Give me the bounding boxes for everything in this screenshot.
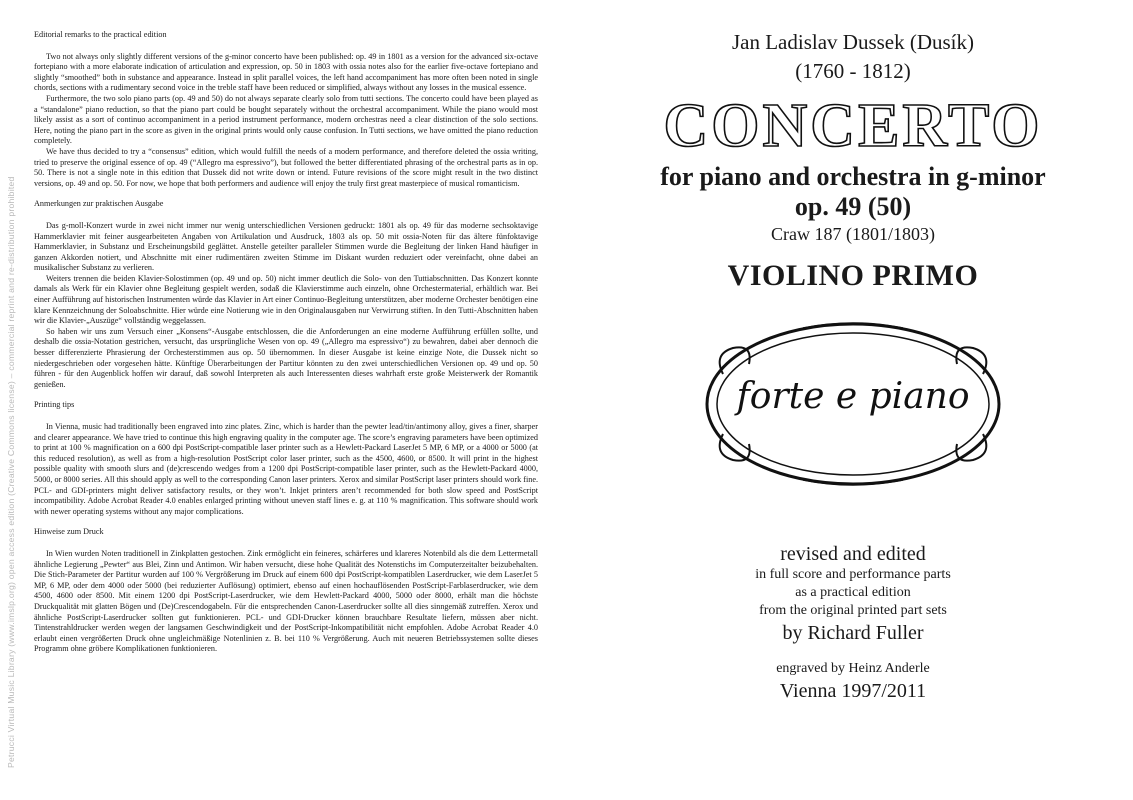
- paragraph: Furthermore, the two solo piano parts (op. 49 and 50) do not always separate clearly solo from tutti sections. The concerto could have been played as a “standalone” piano reduction, so that the piano part could be bought separately without the orchestral accompaniment. While the piano would most likely assist as a sort of continuo accompaniment in a period instrument performance, modern orchestras need a clear distinction of the solo sections. Here, noting the piano part in the score as given in the original prints would only cause confusion. In Tutti sections, we have omitted the piano reduction completely.: [34, 93, 538, 146]
- section-heading: Printing tips: [34, 400, 75, 410]
- opus-number: op. 49 (50): [794, 192, 912, 221]
- paragraph: In Vienna, music had traditionally been engraved into zinc plates. Zinc, which is harder than the pewter lead/tin/antimony alloy, gives a finer, sharper and clearer appearance. We have tried to continue this high engraving quality in the computer age. The score’s engraving parameters have been optimized to print at 100 % magnification on a 600 dpi PostScript-compatible laser printer such as a Hewlett-Packard LaserJet 5 MP, 6 MP, or a 4000 or 5000 (at this reduced resolution), as well as from a high-resolution PostScript color laser printer, such as the 4500, 4600, or 8500. It will print in the highest possible quality with smooth slurs and (de)crescendo wedges from a 1200 dpi PostScript-compatible laser printer, such as the Hewlett-Packard 4000, 5000, or 8000 series. All this should apply as well to the corresponding Canon laser printers. Xerox and similar PostScript laser printers should work fine. PCL- and GDI-printers might deliver satisfactory results, or they won’t. Inkjet printers aren’t recommended for both slow speed and PostScript incompatibility. Adobe Acrobat Reader 4.0 enables enlarged printing without uneven staff lines e. g. at 110 % magnification. This software should work with newer operating systems without any major complications.: [34, 422, 538, 516]
- logo-text: forte e piano: [736, 376, 970, 417]
- work-subtitle: for piano and orchestra in g-minor: [660, 162, 1046, 191]
- section-heading: Anmerkungen zur praktischen Ausgabe: [34, 199, 164, 209]
- paragraph: We have thus decided to try a “consensus” edition, which would fulfill the needs of a modern performance, and therefore deleted the ossia writing, tried to preserve the original essence of op. 49 (“Allegro ma espressivo”), but followed the better differentiated phrasing of the orchestral parts as in op. 50. There is not a single note in this edition that Dussek did not write down or intend. Future revisions of the score might result in the two distinct versions, op. 49 and op. 50. For now, we hope that both performers and audience will enjoy the truly first great masterpiece of musical romanticism.: [34, 146, 538, 188]
- section-heading: Editorial remarks to the practical edition: [34, 30, 167, 39]
- edition-line: from the original printed part sets: [759, 603, 947, 618]
- section-printing-en: [34, 400, 538, 517]
- place-and-year: Vienna 1997/2011: [779, 680, 927, 702]
- paragraph: In Wien wurden Noten traditionell in Zinkplatten gestochen. Zink ermöglicht ein feineres, schärferes und klareres Notenbild als die dem Lettermetall ähnliche Legierung „Pewter“ aus Blei, Zinn und Antimon. Wir haben versucht, diese hohe Qualität des Notenstichs im Computerzeitalter beizubehalten. Die Stich-Parameter der Partitur wurden auf 100 % Vergrößerung im Druck auf einem 600 dpi PostScript-kompatiblen Laserdrucker, wie dem LaserJet 5 MP, 6 MP, oder dem 4000 oder 5000 (bei reduzierter Auflösung) optimiert, ebenso auf einen hochauflösenden PostScript-Farblaserdrucker, wie dem 4500, 4600 oder 8500. Mit einem 1200 dpi PostScript-Laserdrucker, wie dem Hewlett-Packard 4000, 5000 oder 8000, erhält man die höchste Druckqualität mit glatten Bögen und (De)Crescendogabeln. Für die entsprechenden Canon-Laserdrucker sollte all dies sinngemäß zutreffen. Xerox und ähnliche PostScript-Laserdrucker sollten gut funktionieren. PCL- und GDI-Drucker können brauchbare Resultate liefern, müssen aber nicht. Tintenstrahldrucker werden wegen der langsamen Geschwindigkeit und der PostScript-Inkompatibilität nicht empfohlen. Adobe Acrobat Reader 4.0 erlaubt einen vergrößerten Druck ohne ungleichmäßige Notenlinien z. B. bei 110 % Vergrößerung. Auch mit neueren Betriebssystemen sollte dieses Programm ohne gröbere Komplikationen funktionieren.: [34, 548, 538, 654]
- paragraph: Weiters trennen die beiden Klavier-Solostimmen (op. 49 und op. 50) nicht immer deutlich die Solo- von den Tuttiabschnitten. Das Konzert konnte damals als Werk für ein Klavier ohne Begleitung gespielt werden, sodaß die Klavierstimme auch einzeln, ohne Orchestermaterial, erhältlich war. Bei einer Aufführung auf historischen Instrumenten würde das Klavier in Art einer Continuo-Begleitung unterstützen, aber moderne Orchester benötigen eine klare Kennzeichnung der Soloabschnitte. Hier würde eine Notierung wie in den Originalausgaben nur Verwirrung stiften. In den Tutti-Abschnitten haben wir die Klavier-„Auszüge“ vollständig weggelassen.: [34, 273, 538, 326]
- edition-line: as a practical edition: [795, 585, 911, 600]
- paragraph: Das g-moll-Konzert wurde in zwei nicht immer nur wenig unterschiedlichen Versionen gedruckt: 1801 als op. 49 für das moderne sechsoktavige Hammerklavier mit feiner ausgearbeiteten Angaben von Artikulation und Ausdruck, 1803 als op. 50 mit ossia-Noten für das ältere fünfoktavige Hammerklavier, in Substanz und Erscheinungsbild geglättet. Anstelle geteilter paralleler Stimmen wurde die Begleitung der linken Hand häufiger in ganzen Akkorden notiert, und Abschnitte mit einer rudimentären zweiten Stimme im Diskant wurden reduziert oder vereinfacht, ohne dabei an musikalischer Substanz zu verlieren.: [34, 220, 538, 273]
- revised-edited: revised and edited: [780, 543, 926, 565]
- section-editorial-de: [34, 199, 538, 390]
- editorial-column: [34, 30, 538, 665]
- watermark-text: Petrucci Virtual Music Library (www.imslp.org) open access edition (Creative Commons license) – commercial reprint and re-distribution prohibited: [6, 176, 16, 768]
- work-title: CONCERTO: [663, 92, 1043, 160]
- composer-dates: (1760 - 1812): [795, 59, 911, 83]
- publisher-logo: [603, 314, 1103, 494]
- edition-line: in full score and performance parts: [755, 567, 951, 582]
- instrument-part: VIOLINO PRIMO: [727, 259, 979, 292]
- editor-name: by Richard Fuller: [782, 622, 924, 644]
- paragraph: Two not always only slightly different versions of the g-minor concerto have been published: op. 49 in 1801 as a version for the advanced six-octave fortepiano with a more elaborate indication of articulation and expression, op. 50 in 1803 with ossia notes also for the earlier five-octave fortepiano and slightly “smoothed” both in substance and appearance. Instead in split parallel voices, the left hand accompaniment has more often been noted in single chords, sections with a rudimentary second voice in the treble staff have been reduced or simplified, always without any losses in the musical essence.: [34, 51, 538, 93]
- catalogue-number: Craw 187 (1801/1803): [771, 224, 935, 244]
- composer-name: Jan Ladislav Dussek (Dusík): [731, 30, 975, 54]
- paragraph: So haben wir uns zum Versuch einer „Konsens“-Ausgabe entschlossen, die die Anforderungen an eine moderne Aufführung erfüllen sollte, und deshalb die ossia-Notation gestrichen, versucht, das ursprüngliche Wesen von op. 49 („Allegro ma espressivo“) zu bewahren, dabei aber dennoch die besser differenzierte Phrasierung der Orchesterstimmen aus op. 50 übernommen. In dieser Ausgabe ist keine einzige Note, die Dussek nicht so niedergeschrieben oder vorgesehen hätte. Künftige Überarbeitungen der Partitur könnten zu den zwei unterschiedlichen Versionen op. 49 und op. 50 führen - für den Augenblick hoffen wir darauf, daß sowohl Interpreten als auch Interessenten dieses wahrhaft erste große Meisterwerk der Romantik genießen.: [34, 326, 538, 389]
- title-column: [598, 28, 1108, 704]
- section-heading: Hinweise zum Druck: [34, 527, 104, 537]
- section-editorial-en: [34, 30, 538, 189]
- engraver-credit: engraved by Heinz Anderle: [776, 661, 930, 676]
- section-printing-de: [34, 527, 538, 655]
